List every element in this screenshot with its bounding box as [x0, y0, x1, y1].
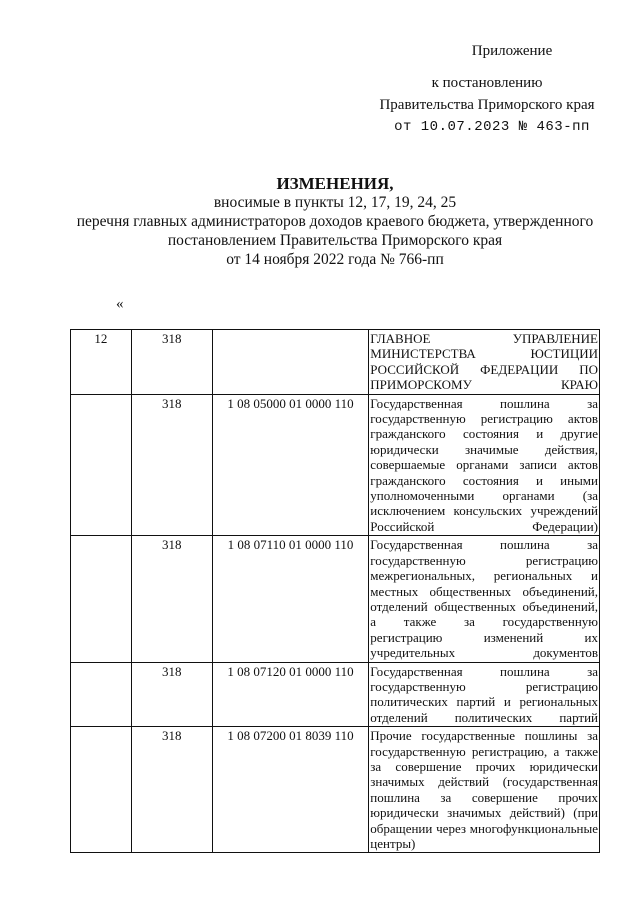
revenue-name: ГЛАВНОЕ УПРАВЛЕНИЕ МИНИСТЕРСТВА ЮСТИЦИИ РОССИЙСКОЙ ФЕДЕРАЦИИ ПО ПРИМОРСКОМУ КРАЮ: [370, 331, 598, 393]
row-number: [71, 727, 132, 853]
admin-code: 318: [131, 536, 212, 662]
revenue-name: Государственная пошлина за государственную регистрацию актов гражданского состояния и другие юридически значимые действия, совершаемые органами записи актов гражданского состояния и иными уполномоченными органами (за исключением консульских учреждений Российской Федерации): [370, 395, 598, 534]
table-row: [71, 536, 600, 662]
appendix-date-number: от 10.07.2023 № 463-пп: [394, 119, 590, 135]
revenue-name: Государственная пошлина за государственную регистрацию межрегиональных, региональных и местных общественных объединений, отделений общественных объединений, а также за государственную регистрацию изменений их учредительных документов: [370, 537, 598, 661]
revenue-code: 1 08 07120 01 0000 110: [212, 662, 369, 727]
opening-quote-mark: «: [116, 296, 124, 312]
revenue-code: [212, 330, 369, 395]
document-heading: [60, 174, 610, 269]
revenue-name: Прочие государственные пошлины за государственную регистрацию, а также за совершение прочих юридически значимых действий (государственная пошлина за совершение прочих юридически значимых действий) (при обращении через многофункциональные центры): [370, 728, 598, 851]
appendix-line-2: Правительства Приморского края: [379, 97, 595, 113]
heading-line-1: вносимые в пункты 12, 17, 19, 24, 25: [213, 194, 457, 211]
table-row: [71, 662, 600, 727]
revenue-name: Государственная пошлина за государственную регистрацию политических партий и региональных отделений политических партий: [370, 663, 598, 725]
appendix-title: Приложение: [471, 43, 553, 59]
admin-code: 318: [131, 330, 212, 395]
row-number: [71, 662, 132, 727]
admin-code: 318: [131, 662, 212, 727]
revenue-code: 1 08 07110 01 0000 110: [212, 536, 369, 662]
admin-code: 318: [131, 394, 212, 536]
revenue-code: 1 08 05000 01 0000 110: [212, 394, 369, 536]
heading-line-3: постановлением Правительства Приморского края: [167, 232, 503, 249]
row-number: [71, 394, 132, 536]
heading-line-2: перечня главных администраторов доходов краевого бюджета, утвержденного: [76, 213, 594, 230]
appendix-line-1: к постановлению: [431, 75, 543, 91]
heading-title: ИЗМЕНЕНИЯ,: [276, 174, 394, 193]
changes-table: [70, 329, 600, 853]
revenue-code: 1 08 07200 01 8039 110: [212, 727, 369, 853]
table-row: [71, 727, 600, 853]
admin-code: 318: [131, 727, 212, 853]
appendix-block: [372, 40, 602, 138]
table-row: [71, 394, 600, 536]
heading-line-4: от 14 ноября 2022 года № 766-пп: [226, 251, 444, 268]
row-number: 12: [71, 330, 132, 395]
row-number: [71, 536, 132, 662]
table-row: [71, 330, 600, 395]
